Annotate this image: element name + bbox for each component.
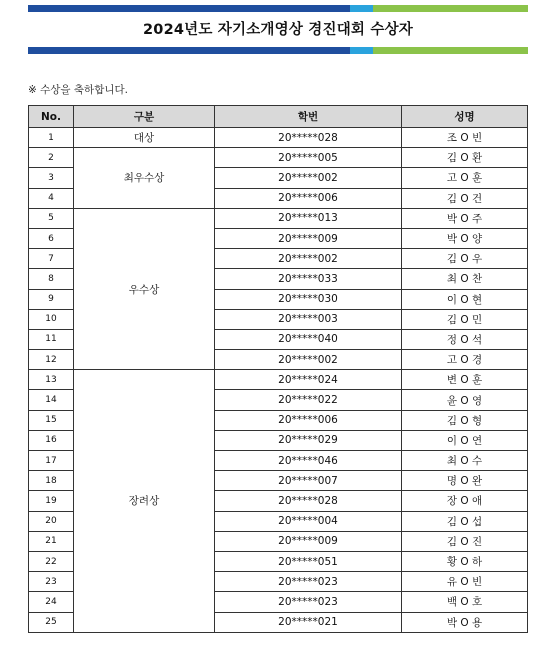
student-id: 20*****022 xyxy=(215,390,402,410)
student-id: 20*****007 xyxy=(215,471,402,491)
congratulations-note: ※ 수상을 축하합니다. xyxy=(28,84,128,96)
row-number: 24 xyxy=(29,592,74,612)
row-number: 2 xyxy=(29,148,74,168)
row-number: 6 xyxy=(29,228,74,248)
page-title: 2024년도 자기소개영상 경진대회 수상자 xyxy=(142,22,413,38)
row-number: 13 xyxy=(29,370,74,390)
winner-name: 유 O 빈 xyxy=(402,572,528,592)
winner-name: 박 O 주 xyxy=(402,208,528,228)
table-row xyxy=(29,370,528,390)
student-id: 20*****023 xyxy=(215,572,402,592)
student-id: 20*****033 xyxy=(215,269,402,289)
column-header-name: 성명 xyxy=(402,106,528,128)
row-number: 9 xyxy=(29,289,74,309)
student-id: 20*****023 xyxy=(215,592,402,612)
row-number: 12 xyxy=(29,350,74,370)
winner-name: 김 O 건 xyxy=(402,188,528,208)
row-number: 20 xyxy=(29,511,74,531)
winner-name: 박 O 용 xyxy=(402,612,528,632)
row-number: 23 xyxy=(29,572,74,592)
winner-name: 이 O 현 xyxy=(402,289,528,309)
row-number: 15 xyxy=(29,410,74,430)
student-id: 20*****021 xyxy=(215,612,402,632)
header-bottom-bar xyxy=(28,47,528,54)
header-bar-cyan-segment xyxy=(350,47,373,54)
student-id: 20*****024 xyxy=(215,370,402,390)
student-id: 20*****030 xyxy=(215,289,402,309)
row-number: 4 xyxy=(29,188,74,208)
student-id: 20*****040 xyxy=(215,329,402,349)
student-id: 20*****051 xyxy=(215,551,402,571)
winner-name: 박 O 양 xyxy=(402,228,528,248)
row-number: 11 xyxy=(29,329,74,349)
winner-name: 최 O 찬 xyxy=(402,269,528,289)
student-id: 20*****002 xyxy=(215,168,402,188)
row-number: 3 xyxy=(29,168,74,188)
row-number: 10 xyxy=(29,309,74,329)
header-bar-navy-segment xyxy=(28,5,350,12)
winner-name: 정 O 석 xyxy=(402,329,528,349)
winner-name: 김 O 섭 xyxy=(402,511,528,531)
row-number: 14 xyxy=(29,390,74,410)
student-id: 20*****029 xyxy=(215,430,402,450)
winner-name: 고 O 경 xyxy=(402,350,528,370)
student-id: 20*****006 xyxy=(215,188,402,208)
winner-name: 김 O 우 xyxy=(402,249,528,269)
student-id: 20*****013 xyxy=(215,208,402,228)
winner-name: 김 O 환 xyxy=(402,148,528,168)
column-header-category: 구분 xyxy=(74,106,215,128)
row-number: 25 xyxy=(29,612,74,632)
winner-name: 장 O 애 xyxy=(402,491,528,511)
award-category: 우수상 xyxy=(74,208,215,370)
student-id: 20*****004 xyxy=(215,511,402,531)
table-body xyxy=(29,128,528,633)
header-bar-green-segment xyxy=(373,5,528,12)
winner-name: 황 O 하 xyxy=(402,551,528,571)
column-header-student-id: 학번 xyxy=(215,106,402,128)
winner-name: 김 O 민 xyxy=(402,309,528,329)
student-id: 20*****002 xyxy=(215,249,402,269)
row-number: 7 xyxy=(29,249,74,269)
header-bar-navy-segment xyxy=(28,47,350,54)
winner-name: 김 O 진 xyxy=(402,531,528,551)
award-category: 장려상 xyxy=(74,370,215,632)
header-bar-cyan-segment xyxy=(350,5,373,12)
winner-name: 이 O 연 xyxy=(402,430,528,450)
winner-name: 변 O 훈 xyxy=(402,370,528,390)
table-row xyxy=(29,148,528,168)
row-number: 8 xyxy=(29,269,74,289)
student-id: 20*****005 xyxy=(215,148,402,168)
winner-name: 고 O 훈 xyxy=(402,168,528,188)
winner-name: 김 O 형 xyxy=(402,410,528,430)
award-category: 대상 xyxy=(74,128,215,148)
row-number: 19 xyxy=(29,491,74,511)
column-header-no: No. xyxy=(29,106,74,128)
row-number: 16 xyxy=(29,430,74,450)
row-number: 18 xyxy=(29,471,74,491)
student-id: 20*****046 xyxy=(215,451,402,471)
table-row xyxy=(29,208,528,228)
student-id: 20*****009 xyxy=(215,531,402,551)
row-number: 17 xyxy=(29,451,74,471)
winner-name: 조 O 빈 xyxy=(402,128,528,148)
row-number: 22 xyxy=(29,551,74,571)
row-number: 21 xyxy=(29,531,74,551)
winners-table xyxy=(28,105,528,633)
student-id: 20*****028 xyxy=(215,128,402,148)
student-id: 20*****003 xyxy=(215,309,402,329)
winner-name: 백 O 호 xyxy=(402,592,528,612)
student-id: 20*****009 xyxy=(215,228,402,248)
student-id: 20*****006 xyxy=(215,410,402,430)
student-id: 20*****028 xyxy=(215,491,402,511)
award-category: 최우수상 xyxy=(74,148,215,209)
table-row xyxy=(29,128,528,148)
header-bar-green-segment xyxy=(373,47,528,54)
table-header-row xyxy=(29,106,528,128)
student-id: 20*****002 xyxy=(215,350,402,370)
row-number: 1 xyxy=(29,128,74,148)
winner-name: 윤 O 영 xyxy=(402,390,528,410)
winner-name: 최 O 수 xyxy=(402,451,528,471)
winner-name: 명 O 완 xyxy=(402,471,528,491)
row-number: 5 xyxy=(29,208,74,228)
header-top-bar xyxy=(28,5,528,12)
